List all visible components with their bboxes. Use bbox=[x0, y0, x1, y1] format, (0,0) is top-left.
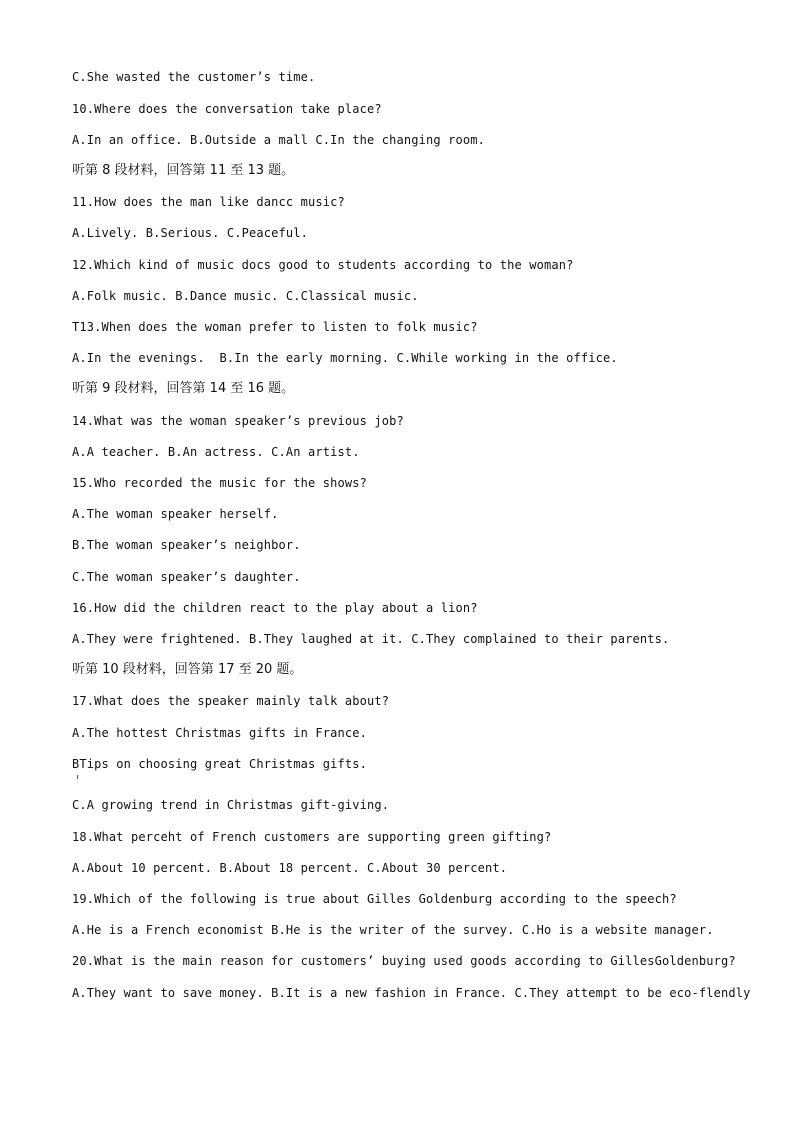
answer-options-q13: A.In the evenings. B.In the early morning. C.While working in the office. bbox=[72, 351, 618, 365]
answer-options-q14: A.A teacher. B.An actress. C.An artist. bbox=[72, 445, 360, 459]
section-heading-8: 听第 8 段材料，回答第 11 至 13 题。 bbox=[72, 163, 295, 178]
question-17: 17.What does the speaker mainly talk about? bbox=[72, 694, 390, 708]
question-19: 19.Which of the following is true about Gilles Goldenburg according to the speech? bbox=[72, 892, 677, 906]
question-16: 16.How did the children react to the play about a lion? bbox=[72, 601, 478, 615]
question-20: 20.What is the main reason for customers’ buying used goods according to GillesGoldenburg? bbox=[72, 954, 736, 968]
answer-option-q15-a: A.The woman speaker herself. bbox=[72, 507, 279, 521]
answer-option-q17-b: BTips on choosing great Christmas gifts. bbox=[72, 757, 367, 771]
answer-options-q10: A.In an office. B.Outside a mall C.In the changing room. bbox=[72, 133, 485, 147]
answer-options-q20: A.They want to save money. B.It is a new fashion in France. C.They attempt to be eco-flendly bbox=[72, 986, 751, 1000]
answer-options-q11: A.Lively. B.Serious. C.Peaceful. bbox=[72, 226, 308, 240]
question-18: 18.What perceht of French customers are supporting green gifting? bbox=[72, 830, 552, 844]
section-heading-10: 听第 10 段材料，回答第 17 至 20 题。 bbox=[72, 662, 303, 677]
question-15: 15.Who recorded the music for the shows? bbox=[72, 476, 367, 490]
question-11: 11.How does the man like dancc music? bbox=[72, 195, 345, 209]
question-12: 12.Which kind of music docs good to students according to the woman? bbox=[72, 258, 574, 272]
answer-option-q15-c: C.The woman speaker’s daughter. bbox=[72, 570, 301, 584]
answer-options-q19: A.He is a French economist B.He is the writer of the survey. C.Ho is a website manager. bbox=[72, 923, 714, 937]
answer-options-q16: A.They were frightened. B.They laughed at it. C.They complained to their parents. bbox=[72, 632, 670, 646]
question-10: 10.Where does the conversation take place? bbox=[72, 102, 382, 116]
section-heading-9: 听第 9 段材料，回答第 14 至 16 题。 bbox=[72, 381, 295, 396]
answer-option-line-q9-c: C.She wasted the customer’s time. bbox=[72, 70, 316, 84]
question-14: 14.What was the woman speaker’s previous job? bbox=[72, 414, 404, 428]
stray-mark bbox=[77, 775, 78, 779]
question-13: T13.When does the woman prefer to listen to folk music? bbox=[72, 320, 478, 334]
answer-options-q18: A.About 10 percent. B.About 18 percent. C.About 30 percent. bbox=[72, 861, 508, 875]
answer-option-q15-b: B.The woman speaker’s neighbor. bbox=[72, 538, 301, 552]
answer-options-q12: A.Folk music. B.Dance music. C.Classical music. bbox=[72, 289, 419, 303]
answer-option-q17-c: C.A growing trend in Christmas gift-giving. bbox=[72, 798, 390, 812]
answer-option-q17-a: A.The hottest Christmas gifts in France. bbox=[72, 726, 367, 740]
